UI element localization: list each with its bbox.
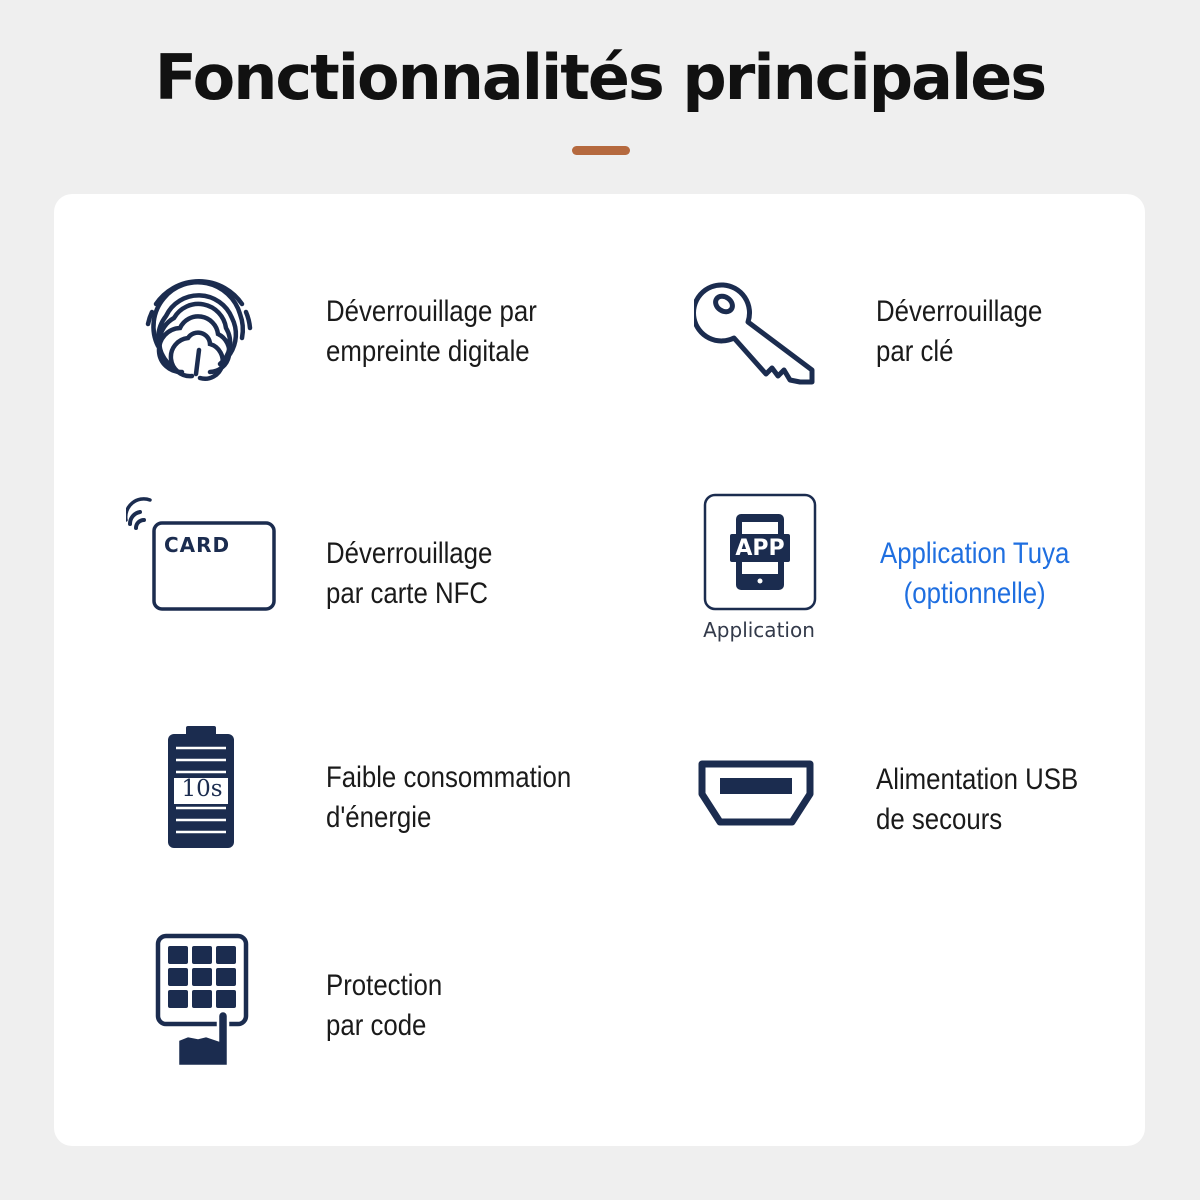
feature-label — [326, 292, 537, 372]
key-icon — [694, 256, 844, 426]
app-icon-caption: Application — [703, 618, 815, 642]
page-title: Fonctionnalités principales — [154, 41, 1046, 114]
feature-label-line: d'énergie — [326, 801, 432, 834]
fingerprint-icon — [134, 256, 284, 426]
feature-battery — [164, 724, 684, 894]
feature-label — [876, 760, 1078, 840]
feature-label — [326, 534, 492, 614]
feature-label-line: Déverrouillage par — [326, 295, 537, 328]
feature-key — [694, 256, 1200, 426]
usb-port-icon — [698, 754, 848, 924]
feature-label-line: empreinte digitale — [326, 335, 530, 368]
nfc-card-text: CARD — [164, 533, 231, 557]
feature-label-line: (optionnelle) — [903, 577, 1046, 610]
app-phone-icon[interactable] — [700, 492, 850, 662]
feature-label — [326, 758, 571, 838]
feature-label-line: Déverrouillage — [326, 537, 493, 570]
feature-label-link[interactable] — [880, 534, 1069, 614]
feature-label-line: de secours — [876, 803, 1003, 836]
nfc-card-icon — [126, 492, 276, 662]
feature-label — [876, 292, 1042, 372]
feature-fingerprint — [134, 256, 654, 426]
feature-label-line: Déverrouillage — [876, 295, 1043, 328]
battery-icon — [164, 724, 314, 894]
feature-label-line: par clé — [876, 335, 954, 368]
title-accent-bar — [572, 146, 630, 155]
feature-nfc-card — [126, 492, 646, 662]
feature-label-line: Protection — [326, 969, 443, 1002]
feature-app — [700, 492, 1200, 662]
feature-label-line: Faible consommation — [326, 761, 572, 794]
feature-keypad — [154, 932, 674, 1102]
feature-label-line: par carte NFC — [326, 577, 489, 610]
app-icon-text: APP — [735, 536, 785, 561]
feature-label-line: Application Tuya — [880, 537, 1070, 570]
battery-icon-text: 10s — [181, 776, 223, 802]
keypad-icon — [154, 932, 304, 1102]
feature-usb — [698, 754, 1200, 924]
feature-label-line: par code — [326, 1009, 427, 1042]
features-card — [54, 194, 1145, 1146]
feature-label-line: Alimentation USB — [876, 763, 1079, 796]
feature-label — [326, 966, 442, 1046]
